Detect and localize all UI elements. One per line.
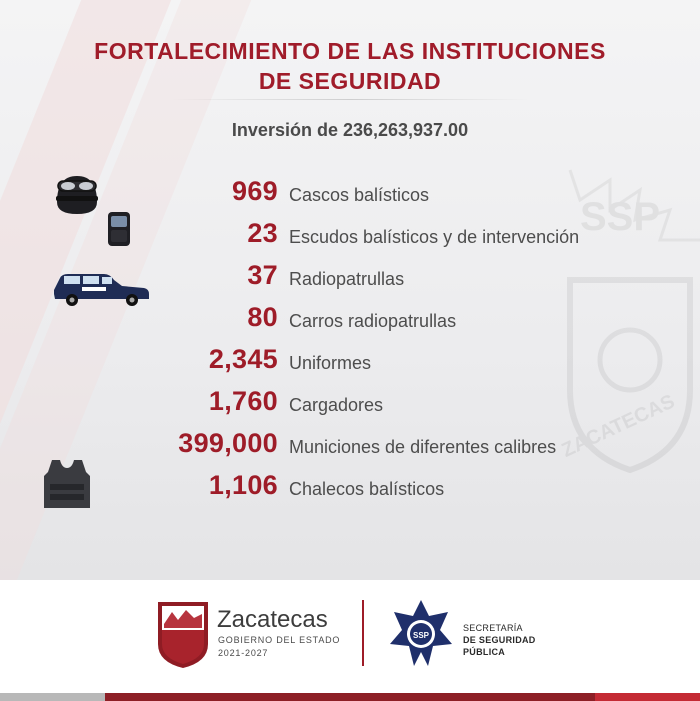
list-item [0, 470, 700, 510]
list-item [0, 176, 700, 216]
list-item [0, 428, 700, 468]
list-item [0, 260, 700, 300]
list-item [0, 218, 700, 258]
item-label: Chalecos balísticos [289, 479, 445, 499]
item-quantity: 23 [247, 218, 278, 248]
ssp-badge-icon [388, 598, 454, 668]
title-line-2: DE SEGURIDAD [258, 68, 442, 94]
item-quantity: 37 [247, 260, 278, 290]
item-quantity: 969 [232, 176, 278, 206]
list-item [0, 344, 700, 384]
footer-color-bar [0, 693, 700, 701]
item-quantity: 1,106 [208, 470, 278, 500]
item-label: Uniformes [289, 353, 372, 373]
footer [0, 580, 700, 701]
page-title [0, 36, 700, 96]
item-quantity: 399,000 [178, 428, 278, 458]
list-item [0, 386, 700, 426]
zacatecas-years: 2021-2027 [218, 648, 269, 658]
item-label: Municiones de diferentes calibres [289, 437, 557, 457]
item-label: Radiopatrullas [289, 269, 405, 289]
watermark-text-bottom: ZACATECAS [558, 390, 679, 462]
ssp-badge-text: SSP [412, 631, 430, 640]
item-quantity: 1,760 [208, 386, 278, 416]
item-label: Cascos balísticos [289, 185, 430, 205]
zacatecas-logo [156, 600, 210, 670]
list-item [0, 302, 700, 342]
zacatecas-name: Zacatecas [217, 606, 328, 633]
ssp-title-line3: PÚBLICA [463, 647, 506, 657]
title-line-1: FORTALECIMIENTO DE LAS INSTITUCIONES [94, 38, 606, 64]
item-quantity: 2,345 [208, 344, 278, 374]
investment-amount: Inversión de 236,263,937.00 [231, 120, 469, 140]
footer-divider [362, 600, 364, 666]
item-label: Escudos balísticos y de intervención [289, 227, 580, 247]
ssp-title-line2: DE SEGURIDAD [463, 635, 536, 645]
item-quantity: 80 [247, 302, 278, 332]
item-label: Cargadores [289, 395, 384, 415]
zacatecas-subtitle: GOBIERNO DEL ESTADO [218, 635, 341, 645]
item-label: Carros radiopatrullas [289, 311, 457, 331]
watermark-text-top: SSP [580, 195, 661, 239]
ssp-title-line1: SECRETARÍA [463, 623, 523, 633]
title-divider [170, 99, 530, 100]
